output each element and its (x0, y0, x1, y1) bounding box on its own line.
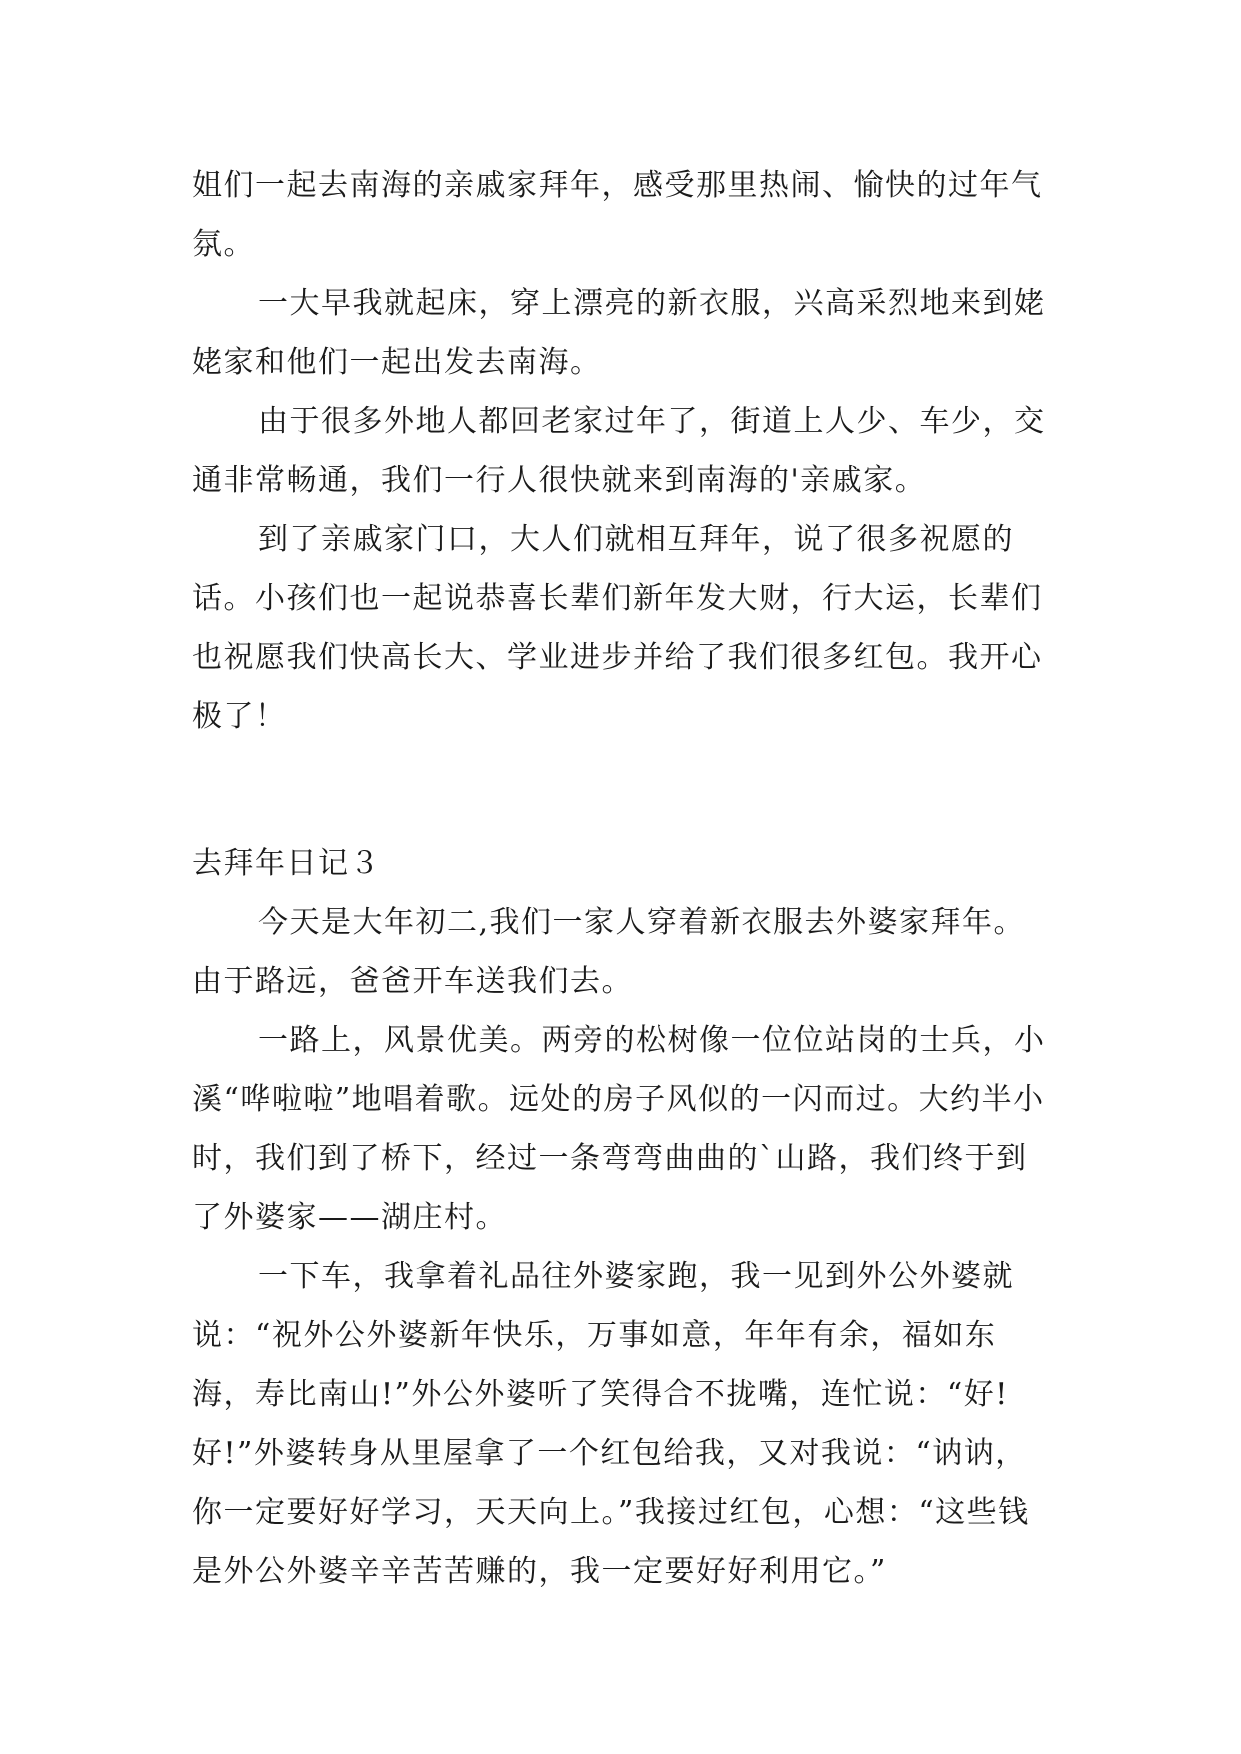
paragraph-3: 由于很多外地人都回老家过年了，街道上人少、车少，交通非常畅通，我们一行人很快就来到南海的'亲戚家。 (192, 404, 1046, 498)
paragraph-5: 今天是大年初二,我们一家人穿着新衣服去外婆家拜年。由于路远，爸爸开车送我们去。 (192, 905, 1026, 999)
document-body (192, 156, 1052, 1601)
section-heading: 去拜年日记３ (192, 846, 381, 881)
paragraph-1: 姐们一起去南海的亲戚家拜年，感受那里热闹、愉快的过年气氛。 (192, 168, 1043, 262)
paragraph-4: 到了亲戚家门口，大人们就相互拜年，说了很多祝愿的话。小孩们也一起说恭喜长辈们新年发大财，行大运，长辈们也祝愿我们快高长大、学业进步并给了我们很多红包。我开心极了！ (192, 522, 1043, 734)
section-gap (192, 746, 1052, 834)
paragraph-6: 一路上，风景优美。两旁的松树像一位位站岗的士兵，小溪“哗啦啦”地唱着歌。远处的房子风似的一闪而过。大约半小时，我们到了桥下，经过一条弯弯曲曲的`山路，我们终于到了外婆家——湖庄村。 (192, 1023, 1046, 1235)
paragraph-7: 一下车，我拿着礼品往外婆家跑，我一见到外公外婆就说：“祝外公外婆新年快乐，万事如意，年年有余，福如东海，寿比南山!”外公外婆听了笑得合不拢嘴，连忙说：“好!好!”外婆转身从里屋拿了一个红包给我，又对我说：“讷讷，你一定要好好学习，天天向上。”我接过红包，心想：“这些钱是外公外婆辛辛苦苦赚的，我一定要好好利用它。” (192, 1259, 1030, 1589)
paragraph-2: 一大早我就起床，穿上漂亮的新衣服，兴高采烈地来到姥姥家和他们一起出发去南海。 (192, 286, 1046, 380)
